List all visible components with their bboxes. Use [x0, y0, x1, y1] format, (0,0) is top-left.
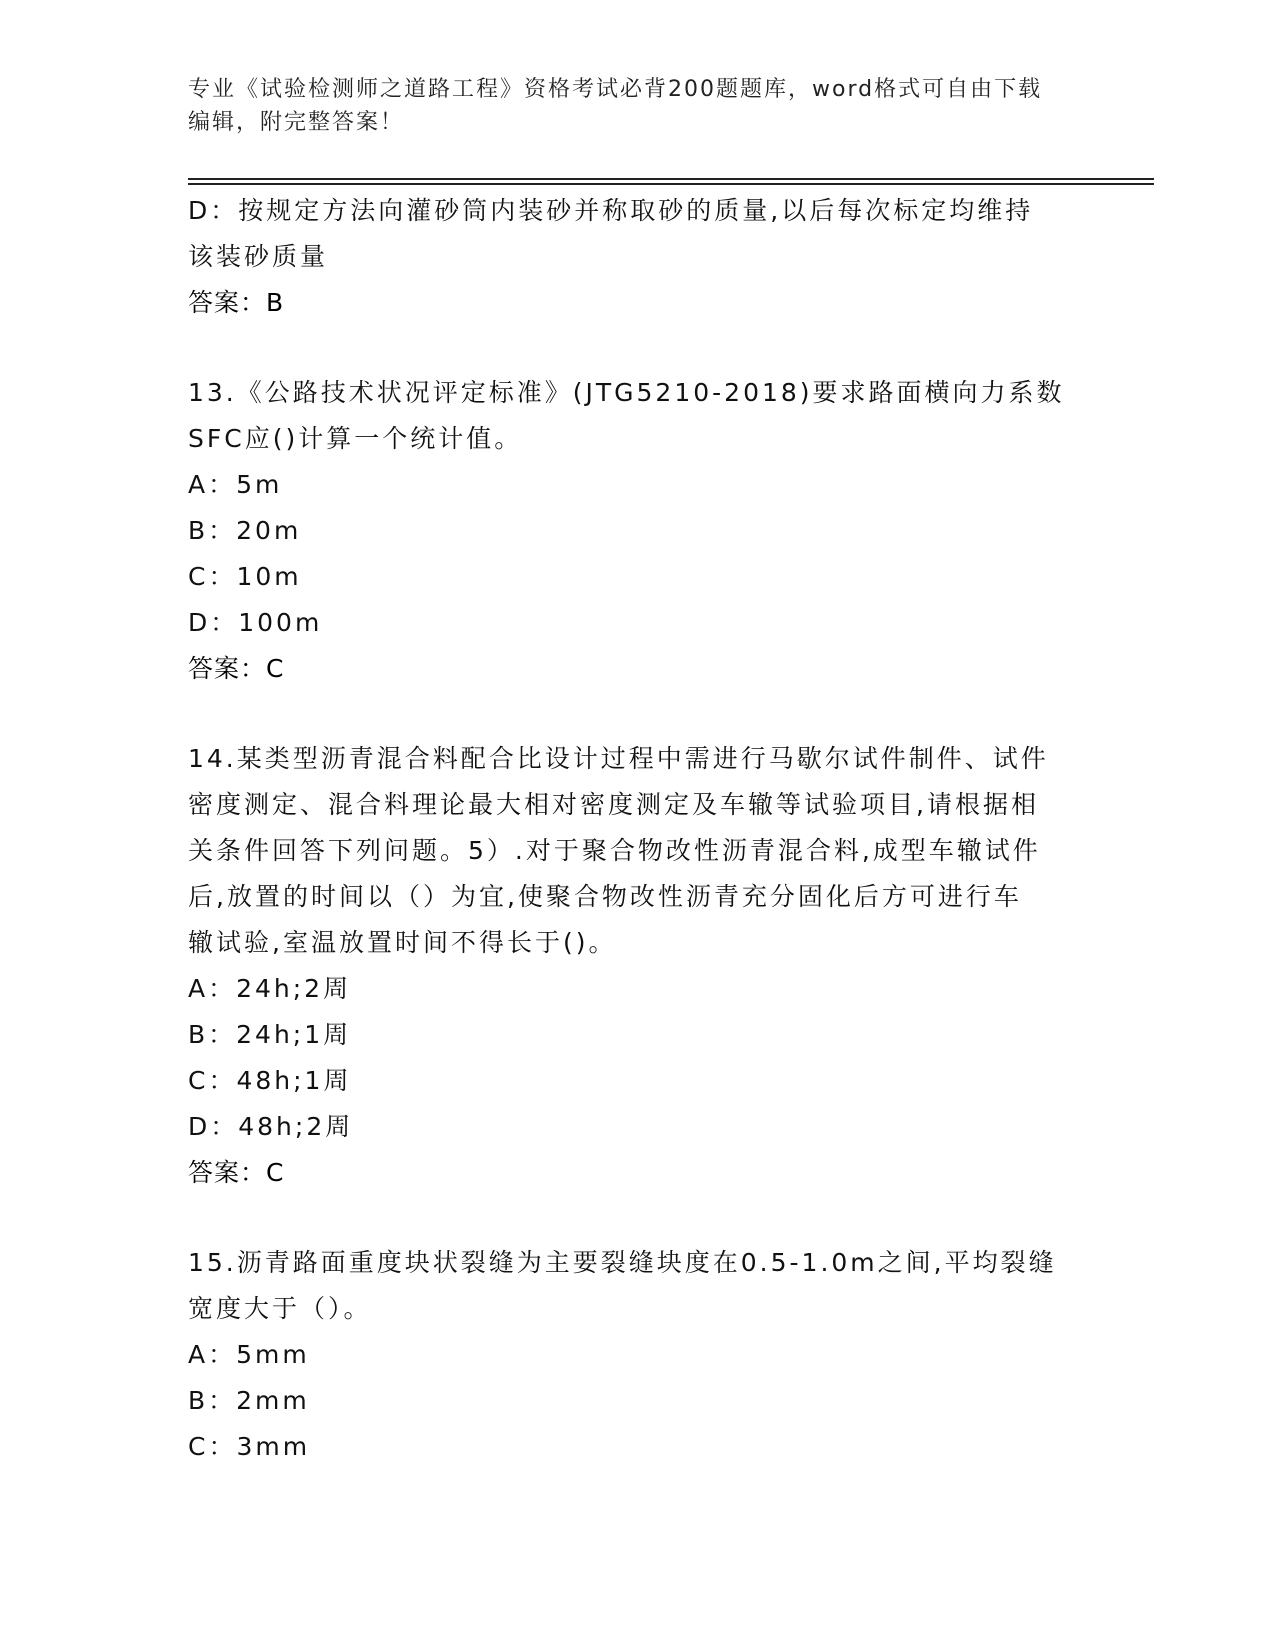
option-c: C：10m [188, 562, 302, 591]
question-stem: 关条件回答下列问题。5）.对于聚合物改性沥青混合料,成型车辙试件 [188, 836, 1041, 865]
option-a: A：5mm [188, 1340, 310, 1369]
header-line: 专业《试验检测师之道路工程》资格考试必背200题题库，word格式可自由下载 [188, 77, 1043, 102]
question-stem: 宽度大于（）。 [188, 1294, 372, 1323]
question-12-tail [188, 188, 1088, 326]
answer-line: 答案：B [188, 288, 285, 317]
option-b: B：24h;1周 [188, 1020, 352, 1049]
option-d-continued: 该装砂质量 [188, 242, 329, 271]
option-c: C：3mm [188, 1432, 311, 1461]
question-stem: 密度测定、混合料理论最大相对密度测定及车辙等试验项目,请根据相 [188, 790, 1039, 819]
question-stem: 13.《公路技术状况评定标准》(JTG5210-2018)要求路面横向力系数 [188, 378, 1065, 407]
option-d: D：按规定方法向灌砂筒内装砂并称取砂的质量,以后每次标定均维持 [188, 196, 1034, 225]
spacer [188, 326, 1088, 370]
header-divider-bottom [188, 183, 1154, 185]
document-body [188, 188, 1088, 1470]
question-15 [188, 1240, 1088, 1470]
header-line: 编辑，附完整答案！ [188, 110, 405, 135]
option-a: A：5m [188, 470, 283, 499]
question-13 [188, 370, 1088, 692]
spacer [188, 692, 1088, 736]
question-stem: 14.某类型沥青混合料配合比设计过程中需进行马歇尔试件制件、试件 [188, 744, 1049, 773]
option-b: B：20m [188, 516, 302, 545]
question-14 [188, 736, 1088, 1196]
question-stem: SFC应()计算一个统计值。 [188, 424, 523, 453]
option-a: A：24h;2周 [188, 974, 352, 1003]
header-divider-top [188, 178, 1154, 180]
answer-line: 答案：C [188, 1158, 285, 1187]
option-d: D：48h;2周 [188, 1112, 354, 1141]
answer-line: 答案：C [188, 654, 285, 683]
option-b: B：2mm [188, 1386, 310, 1415]
spacer [188, 1196, 1088, 1240]
option-c: C：48h;1周 [188, 1066, 352, 1095]
question-stem: 15.沥青路面重度块状裂缝为主要裂缝块度在0.5-1.0m之间,平均裂缝 [188, 1248, 1057, 1277]
question-stem: 后,放置的时间以（）为宜,使聚合物改性沥青充分固化后方可进行车 [188, 882, 1022, 911]
question-stem: 辙试验,室温放置时间不得长于()。 [188, 928, 617, 957]
option-d: D：100m [188, 608, 323, 637]
document-header [188, 73, 1088, 139]
